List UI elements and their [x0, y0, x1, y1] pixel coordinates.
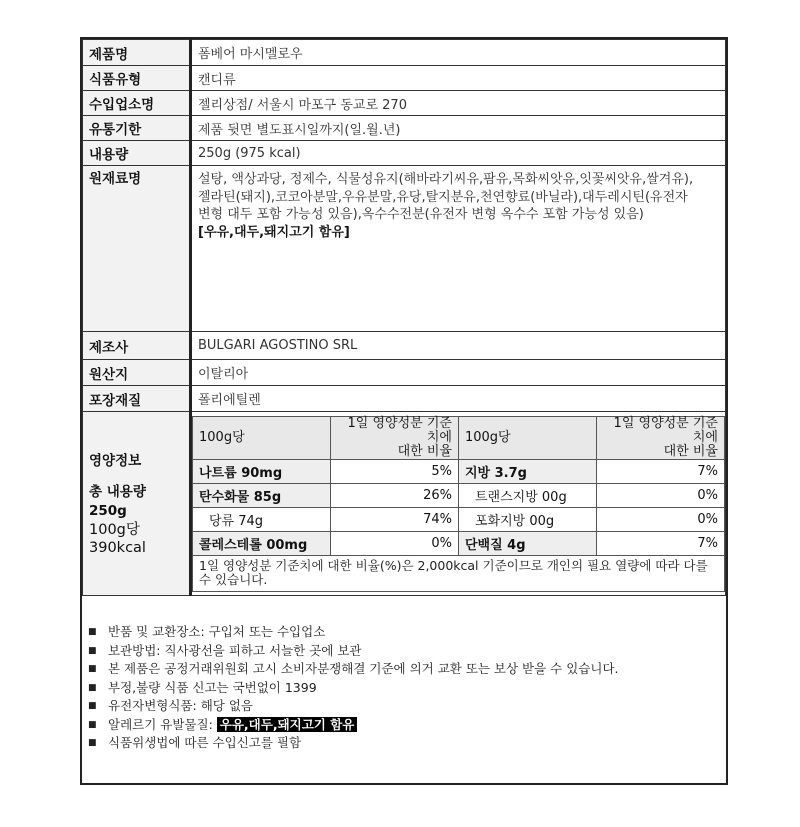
ingredients-line: 젤라틴(돼지),코코아분말,우유분말,유당,탈지분유,천연향료(바닐라),대두레시틴(유전자: [198, 189, 688, 205]
nutrition-kcal: 390kcal: [89, 540, 146, 556]
allergy-highlight: 우유,대두,돼지고기 함유: [217, 717, 358, 732]
nutrient-name: 단백질 4g: [458, 531, 596, 555]
value-expiry: 제품 뒷면 별도표시일까지(일.월.년): [191, 116, 726, 141]
note-item: ■ 유전자변형식품: 해당 없음: [108, 697, 726, 716]
product-info-table: [82, 39, 726, 596]
row-food-type: [83, 66, 726, 91]
label-manufacturer: 제조사: [83, 332, 191, 360]
nutrient-percent: 5%: [331, 459, 459, 483]
notes-list: [82, 623, 726, 753]
label-ingredients: 원재료명: [83, 166, 191, 332]
row-expiry: [83, 116, 726, 141]
value-importer: 젤리상점/ 서울시 마포구 동교로 270: [191, 91, 726, 116]
nutrient-name: 당류 74g: [193, 507, 331, 531]
note-item: ■ 식품위생법에 따른 수입신고를 필함: [108, 734, 726, 753]
value-product-name: 폼베어 마시멜로우: [191, 40, 726, 66]
note-item-allergy: [108, 716, 726, 735]
row-product-name: [83, 40, 726, 66]
value-origin: 이탈리아: [191, 360, 726, 386]
allergy-prefix: 알레르기 유발물질:: [108, 716, 217, 732]
value-content: 250g (975 kcal): [191, 141, 726, 166]
header-per-right: 100g당: [458, 416, 596, 459]
nutrient-percent: 74%: [331, 507, 459, 531]
note-item: ■ 본 제품은 공정거래위원회 고시 소비자분쟁해결 기준에 의거 교환 또는 보상 받을 수 있습니다.: [108, 660, 726, 679]
label-packaging: 포장재질: [83, 386, 191, 412]
nutrition-summary: [83, 412, 191, 596]
note-item: ■ 반품 및 교환장소: 구입처 또는 수입업소: [108, 623, 726, 642]
row-origin: [83, 360, 726, 386]
row-nutrition: [83, 412, 726, 596]
ingredients-line: 설탕, 액상과당, 정제수, 식물성유지(해바라기씨유,팜유,목화씨앗유,잇꽃씨앗유,쌀겨유),: [198, 172, 694, 187]
value-food-type: 캔디류: [191, 66, 726, 91]
label-expiry: 유통기한: [83, 116, 191, 141]
row-manufacturer: [83, 332, 726, 360]
header-ratio-right: [597, 416, 725, 459]
nutrient-row: [193, 483, 725, 507]
nutrient-percent: 7%: [597, 459, 725, 483]
nutrition-table: [192, 416, 725, 592]
nutrient-name: 나트륨 90mg: [193, 459, 331, 483]
row-content: [83, 141, 726, 166]
nutrient-name: 포화지방 00g: [458, 507, 596, 531]
nutrient-name: 트랜스지방 00g: [458, 483, 596, 507]
note-item: ■ 보관방법: 직사광선을 피하고 서늘한 곳에 보관: [108, 642, 726, 661]
row-packaging: [83, 386, 726, 412]
nutrition-label: 영양정보: [89, 453, 142, 469]
nutrient-name: 탄수화물 85g: [193, 483, 331, 507]
nutrient-percent: 0%: [597, 483, 725, 507]
header-per-left: 100g당: [193, 416, 331, 459]
nutrient-percent: 0%: [597, 507, 725, 531]
label-importer: 수입업소명: [83, 91, 191, 116]
product-label-sheet: [80, 37, 728, 785]
label-food-type: 식품유형: [83, 66, 191, 91]
nutrient-name: 지방 3.7g: [458, 459, 596, 483]
note-item: ■ 부정,불량 식품 신고는 국번없이 1399: [108, 679, 726, 698]
nutrient-percent: 26%: [331, 483, 459, 507]
label-product-name: 제품명: [83, 40, 191, 66]
ingredients-line: 변형 대두 포함 가능성 있음),옥수수전분(유전자 변형 옥수수 포함 가능성 있음): [198, 207, 644, 222]
header-ratio-line1: 1일 영양성분 기준치에: [613, 415, 718, 445]
nutrient-percent: 0%: [331, 531, 459, 555]
nutrition-table-cell: [191, 412, 726, 596]
label-origin: 원산지: [83, 360, 191, 386]
nutrition-footnote: 1일 영양성분 기준치에 대한 비율(%)은 2,000kcal 기준이므로 개인의 필요 열량에 따라 다를수 있습니다.: [193, 555, 725, 591]
value-packaging: 폴리에틸렌: [191, 386, 726, 412]
nutrition-per: 100g당: [89, 522, 140, 538]
nutrient-name: 콜레스테롤 00mg: [193, 531, 331, 555]
value-ingredients: [191, 166, 726, 332]
nutrient-row: [193, 507, 725, 531]
notes-section: [82, 611, 726, 753]
header-ratio-line2: 대한 비율: [397, 443, 452, 459]
label-content: 내용량: [83, 141, 191, 166]
nutrient-row: [193, 459, 725, 483]
nutrient-row: [193, 531, 725, 555]
header-ratio-line1: 1일 영양성분 기준치에: [347, 415, 452, 445]
header-ratio-line2: 대한 비율: [663, 443, 718, 459]
nutrient-percent: 7%: [597, 531, 725, 555]
ingredients-allergen: [우유,대두,돼지고기 함유]: [198, 224, 350, 240]
value-manufacturer: BULGARI AGOSTINO SRL: [191, 332, 726, 360]
header-ratio-left: [331, 416, 459, 459]
row-importer: [83, 91, 726, 116]
nutrition-total: 총 내용량 250g: [89, 484, 146, 519]
row-ingredients: [83, 166, 726, 332]
